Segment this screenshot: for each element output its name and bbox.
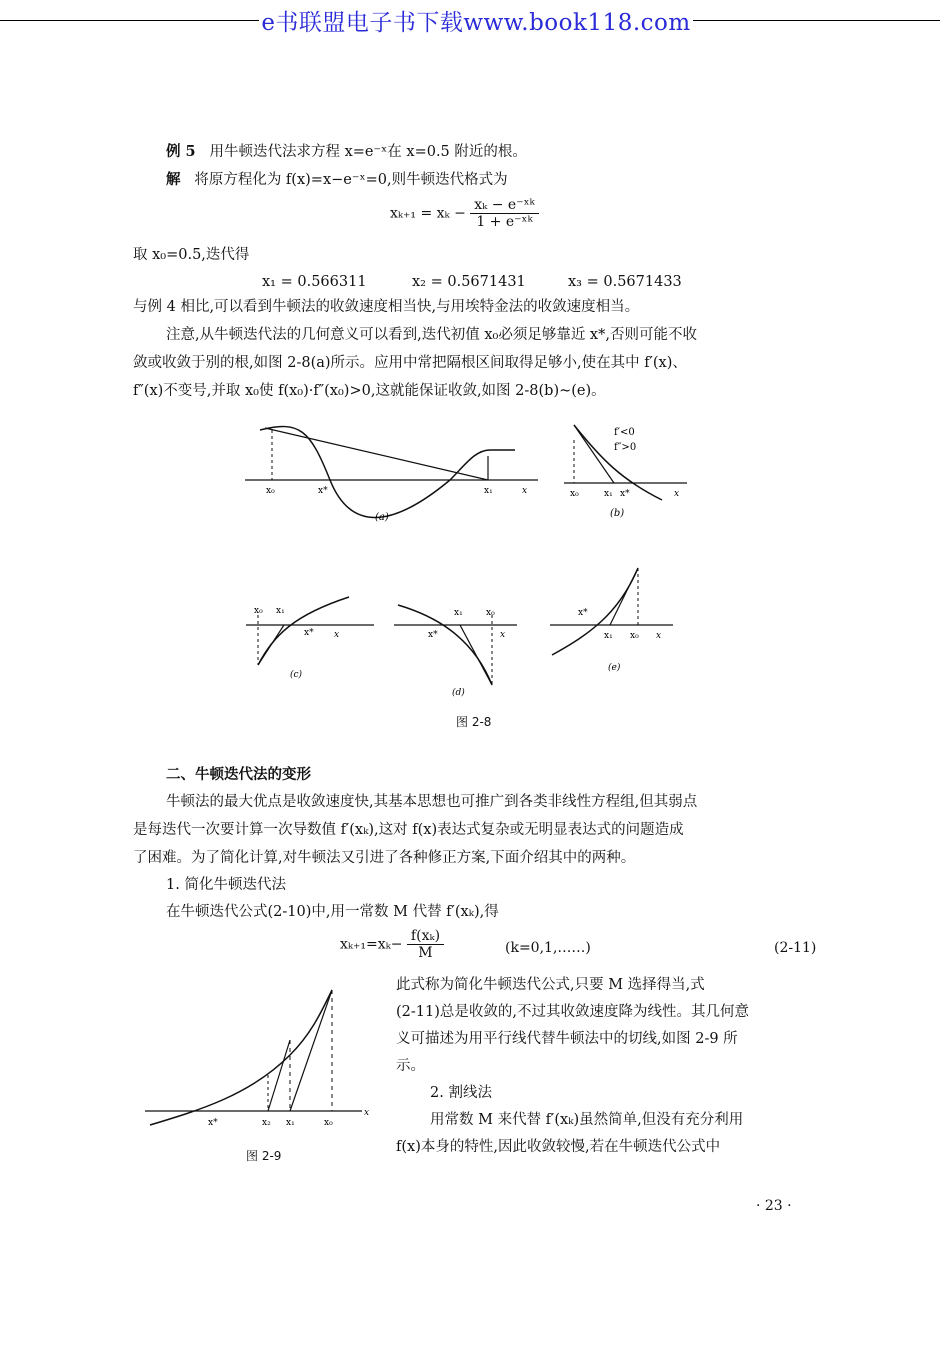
solution-line xyxy=(166,170,508,190)
eq-lhs: xₖ₊₁=xₖ− xyxy=(340,936,403,953)
eq-fraction xyxy=(407,928,444,961)
iteration-formula xyxy=(390,197,539,230)
label-x1: x₁ xyxy=(286,1118,295,1128)
cond-fprime: f′<0 xyxy=(614,427,635,438)
caption-a: (a) xyxy=(375,512,389,523)
para-line-3: 了困难。为了简化计算,对牛顿法又引进了各种修正方案,下面介绍其中的两种。 xyxy=(133,850,636,866)
eq-numerator: f(xₖ) xyxy=(407,928,444,945)
label-x0: x₀ xyxy=(486,608,495,618)
solution-text: 将原方程化为 f(x)=x−e⁻ˣ=0,则牛顿迭代格式为 xyxy=(194,172,508,188)
figure-2-8c xyxy=(244,595,379,685)
label-x0: x₀ xyxy=(570,489,579,499)
figure-2-8e xyxy=(548,560,678,685)
note-line-2: 敛或收敛于别的根,如图 2-8(a)所示。应用中常把隔根区间取得足够小,使在其中 f′(x)、 xyxy=(133,355,687,371)
secant-1 xyxy=(290,990,332,1111)
figure-2-8d xyxy=(392,595,522,700)
label-x: x xyxy=(522,486,528,496)
eq-tag: (2-11) xyxy=(774,940,817,956)
curve xyxy=(150,990,332,1125)
caption-d: (d) xyxy=(452,688,465,698)
rc-line-1: 此式称为简化牛顿迭代公式,只要 M 选择得当,式 xyxy=(396,977,705,993)
label-x: x xyxy=(364,1108,370,1118)
caption-c: (c) xyxy=(290,670,303,680)
label-x: x xyxy=(334,630,340,640)
tangent-line xyxy=(574,425,614,483)
rc-line-3: 义可描述为用平行线代替牛顿法中的切线,如图 2-9 所 xyxy=(396,1031,738,1047)
label-x0: x₀ xyxy=(254,606,263,616)
rc-sub2-line-1: 用常数 M 来代替 f′(xₖ)虽然简单,但没有充分利用 xyxy=(430,1112,744,1128)
formula-denominator: 1 + e⁻ˣᵏ xyxy=(476,214,533,230)
page-number: · 23 · xyxy=(756,1198,792,1214)
label-x0: x₀ xyxy=(630,631,639,641)
label-xstar: x* xyxy=(620,489,630,499)
rc-line-2: (2-11)总是收敛的,不过其收敛速度降为线性。其几何意 xyxy=(396,1004,749,1020)
label-x0: x₀ xyxy=(324,1118,333,1128)
label-xstar: x* xyxy=(578,608,588,618)
curve xyxy=(260,427,515,518)
take-x0-line: 取 x₀=0.5,迭代得 xyxy=(133,247,250,263)
eq-condition: (k=0,1,……) xyxy=(505,940,591,956)
rc-sub2-line-2: f(x)本身的特性,因此收敛较慢,若在牛顿迭代公式中 xyxy=(396,1139,721,1155)
note-line-3: f″(x)不变号,并取 x₀使 f(x₀)·f″(x₀)>0,这就能保证收敛,如图 2-8(b)~(e)。 xyxy=(133,383,606,399)
section-heading: 二、牛顿迭代法的变形 xyxy=(166,766,311,783)
figure-2-8-title: 图 2-8 xyxy=(456,715,492,729)
tangent-line xyxy=(610,568,638,625)
eq-denominator: M xyxy=(418,945,433,961)
figure-2-8a xyxy=(240,420,540,530)
caption-b: (b) xyxy=(610,508,625,519)
tangent-line xyxy=(460,625,492,685)
label-x1: x₁ xyxy=(604,631,613,641)
formula-fraction xyxy=(470,197,538,230)
example5-line xyxy=(166,142,527,162)
site-header[interactable]: e书联盟电子书下载www.book118.com xyxy=(261,10,691,36)
para-line-1: 牛顿法的最大优点是收敛速度快,其基本思想也可推广到各类非线性方程组,但其弱点 xyxy=(166,794,698,810)
label-x0: x₀ xyxy=(266,486,275,496)
formula-lhs: xₖ₊₁ = xₖ − xyxy=(390,205,466,222)
label-x: x xyxy=(500,630,506,640)
caption-e: (e) xyxy=(608,663,621,673)
label-xstar: x* xyxy=(208,1118,218,1128)
label-x1: x₁ xyxy=(454,608,463,618)
label-x: x xyxy=(674,489,680,499)
rc-line-4: 示。 xyxy=(396,1058,425,1074)
subsection-1-intro: 在牛顿迭代公式(2-10)中,用一常数 M 代替 f′(xₖ),得 xyxy=(166,904,499,920)
result-x3: x₃ = 0.5671433 xyxy=(568,274,682,290)
equation-2-11 xyxy=(340,928,444,961)
label-x1: x₁ xyxy=(484,486,493,496)
label-x2: x₂ xyxy=(262,1118,271,1128)
formula-numerator: xₖ − e⁻ˣᵏ xyxy=(470,197,538,214)
example5-text: 用牛顿迭代法求方程 x=e⁻ˣ在 x=0.5 附近的根。 xyxy=(209,144,527,160)
cond-fdoubleprime: f″>0 xyxy=(614,442,637,453)
figure-2-8b xyxy=(562,420,692,530)
example5-label: 例 5 xyxy=(166,143,196,160)
curve xyxy=(398,605,492,685)
curve xyxy=(552,568,638,655)
label-xstar: x* xyxy=(304,628,314,638)
secant-2 xyxy=(268,1040,290,1111)
subsection-1-title: 1. 简化牛顿迭代法 xyxy=(166,877,286,893)
label-x1: x₁ xyxy=(604,489,613,499)
figure-2-9 xyxy=(140,985,375,1130)
result-x1: x₁ = 0.566311 xyxy=(262,274,367,290)
tangent-line xyxy=(258,625,284,665)
label-x1: x₁ xyxy=(276,606,285,616)
label-x: x xyxy=(656,631,662,641)
subsection-2-title: 2. 割线法 xyxy=(430,1085,492,1101)
solution-label: 解 xyxy=(166,171,181,188)
para-line-2: 是每迭代一次要计算一次导数值 f′(xₖ),这对 f(x)表达式复杂或无明显表达式的问题造成 xyxy=(133,822,684,838)
compare-text: 与例 4 相比,可以看到牛顿法的收敛速度相当快,与用埃特金法的收敛速度相当。 xyxy=(133,299,640,315)
note-line-1: 注意,从牛顿迭代法的几何意义可以看到,迭代初值 x₀必须足够靠近 x*,否则可能不收 xyxy=(166,327,697,343)
label-xstar: x* xyxy=(428,630,438,640)
figure-2-9-title: 图 2-9 xyxy=(246,1149,282,1163)
tangent-line xyxy=(265,428,488,480)
label-xstar: x* xyxy=(318,486,328,496)
result-x2: x₂ = 0.5671431 xyxy=(412,274,526,290)
